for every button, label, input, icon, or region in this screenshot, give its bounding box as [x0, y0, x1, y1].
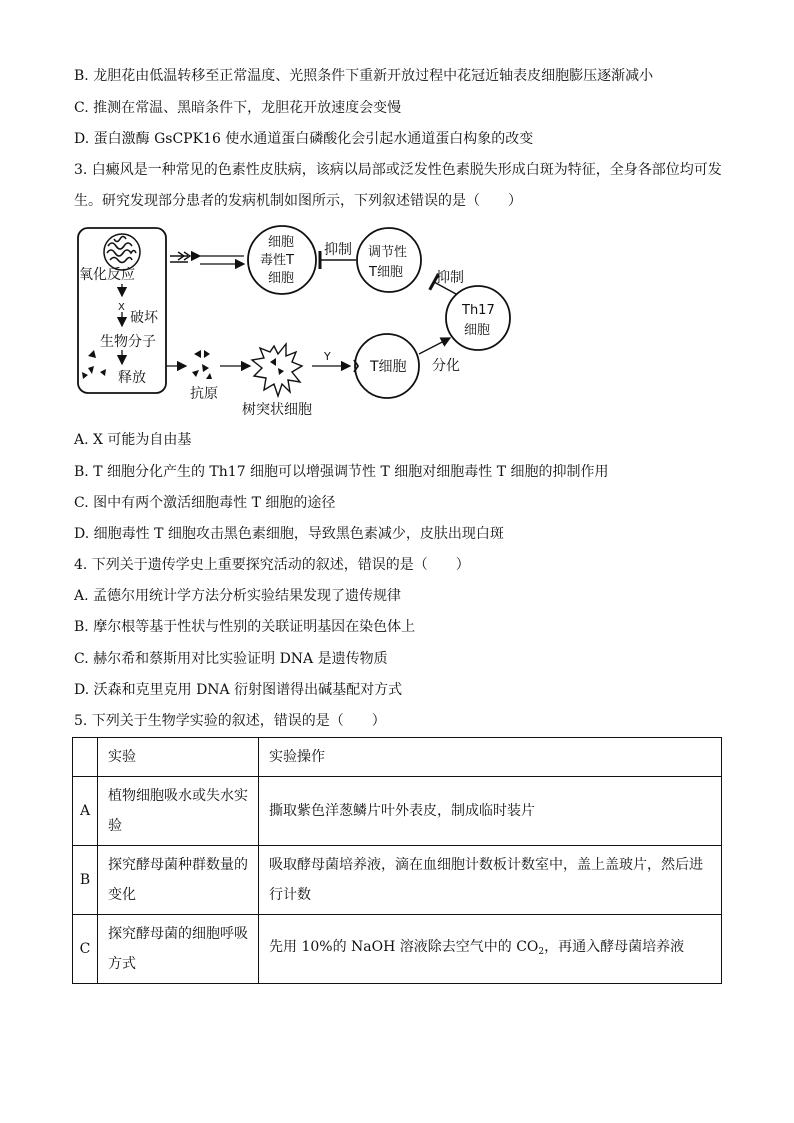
q3-option-a: A. X 可能为自由基 [74, 432, 192, 448]
table-row [73, 777, 722, 846]
ctl-label-2: 毒性T [260, 253, 294, 268]
row-operation: 撕取紫色洋葱鳞片叶外表皮，制成临时装片 [259, 777, 722, 846]
biomolecule-label: 生物分子 [100, 334, 156, 350]
table-row [73, 915, 722, 984]
row-label: A [73, 777, 98, 846]
q4-option-b: B. 摩尔根等基于性状与性别的关联证明基因在染色体上 [74, 619, 416, 635]
q2-option-b: B. 龙胆花由低温转移至正常温度、光照条件下重新开放过程中花冠近轴表皮细胞膨压逐渐减小 [74, 68, 654, 84]
q2-option-c: C. 推测在常温、黑暗条件下，龙胆花开放速度会变慢 [74, 100, 402, 116]
row-experiment: 探究酵母菌种群数量的变化 [98, 846, 259, 915]
table-row [73, 846, 722, 915]
treg-cell [357, 228, 421, 292]
row-experiment: 植物细胞吸水或失水实验 [98, 777, 259, 846]
row-label: C [73, 915, 98, 984]
row-operation: 吸取酵母菌培养液，滴在血细胞计数板计数室中，盖上盖玻片，然后进行计数 [259, 846, 722, 915]
differentiate-label: 分化 [432, 358, 460, 374]
t-cell-label: T细胞 [370, 359, 407, 375]
table-header-row [73, 738, 722, 777]
treg-label-2: T细胞 [369, 265, 403, 280]
x-label: X [118, 302, 125, 313]
q3-option-d: D. 细胞毒性 T 细胞攻击黑色素细胞，导致黑色素减少，皮肤出现白斑 [74, 526, 504, 542]
q4-option-a: A. 孟德尔用统计学方法分析实验结果发现了遗传规律 [74, 588, 402, 604]
antigen-triangles-inside [82, 350, 106, 379]
th17-label-2: 细胞 [464, 323, 491, 338]
oxidation-label: 氧化反应 [79, 267, 135, 283]
vitiligo-mechanism-diagram [74, 222, 534, 422]
inhibit-label-1: 抑制 [324, 242, 352, 258]
row-operation-pre: 先用 10%的 NaOH 溶液除去空气中的 CO [269, 938, 539, 955]
antigen-triangles [192, 350, 212, 379]
row-operation [259, 915, 722, 984]
q4-option-c: C. 赫尔希和蔡斯用对比实验证明 DNA 是遗传物质 [74, 651, 388, 667]
q4-option-d: D. 沃森和克里克用 DNA 衍射图谱得出碱基配对方式 [74, 682, 403, 698]
antigen-label: 抗原 [190, 386, 218, 402]
destroy-label: 破坏 [130, 310, 158, 326]
ctl-label-3: 细胞 [268, 271, 295, 286]
q3-option-c: C. 图中有两个激活细胞毒性 T 细胞的途径 [74, 495, 336, 511]
table-header-operation: 实验操作 [259, 738, 722, 777]
row-label: B [73, 846, 98, 915]
release-label: 释放 [118, 370, 146, 386]
row-experiment: 探究酵母菌的细胞呼吸方式 [98, 915, 259, 984]
row-operation-post: ，再通入酵母菌培养液 [544, 938, 685, 955]
th17-cell [446, 286, 510, 350]
q2-option-d: D. 蛋白激酶 GsCPK16 使水通道蛋白磷酸化会引起水通道蛋白构象的改变 [74, 131, 534, 147]
q3-stem: 3. 白癜风是一种常见的色素性皮肤病，该病以局部或泛发性色素脱失形成白斑为特征，全身各部位均可发生。研究发现部分患者的发病机制如图所示，下列叙述错误的是（ ） [74, 162, 722, 209]
y-label: Y [324, 350, 331, 363]
melanocyte-nucleus [104, 234, 140, 270]
q4-stem: 4. 下列关于遗传学史上重要探究活动的叙述，错误的是（ ） [74, 557, 470, 573]
row-operation-subscript: 2 [538, 946, 545, 957]
dendritic-cell-label: 树突状细胞 [242, 402, 312, 418]
inhibit-label-2: 抑制 [436, 270, 464, 286]
q3-option-b: B. T 细胞分化产生的 Th17 细胞可以增强调节性 T 细胞对细胞毒性 T 细胞的抑制作用 [74, 464, 609, 480]
ctl-label-1: 细胞 [268, 235, 295, 250]
experiment-table [72, 737, 722, 984]
treg-label-1: 调节性 [368, 245, 408, 260]
th17-label-1: Th17 [462, 303, 495, 318]
table-header-blank [73, 738, 98, 777]
table-header-experiment: 实验 [98, 738, 259, 777]
q5-stem: 5. 下列关于生物学实验的叙述，错误的是（ ） [74, 713, 386, 729]
dendritic-cell-shape [252, 344, 302, 396]
